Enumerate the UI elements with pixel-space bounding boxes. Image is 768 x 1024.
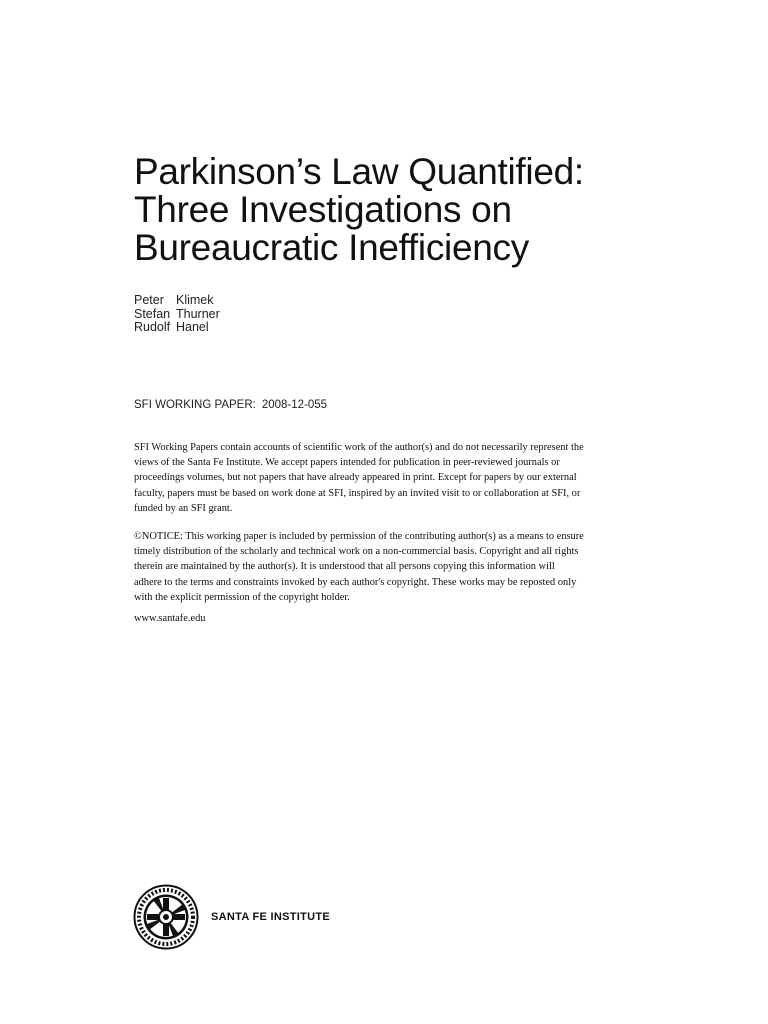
author-last-name: Klimek <box>176 293 214 307</box>
notice-line: timely distribution of the scholarly and technical work on a non-commercial basis. Copyright and all rights <box>134 546 579 558</box>
institute-name: SANTA FE INSTITUTE <box>211 911 331 923</box>
disclaimer-line: faculty, papers must be based on work done at SFI, inspired by an invited visit to or collaboration at SFI, or <box>134 487 581 499</box>
disclaimer-line: proceedings volumes, but not papers that have already appeared in print. Except for papers by our external <box>134 472 577 484</box>
working-paper-id <box>134 398 327 412</box>
author <box>134 321 220 335</box>
santa-fe-institute-seal-icon <box>133 884 199 950</box>
paper-title <box>134 153 694 267</box>
disclaimer-line: funded by an SFI grant. <box>134 502 233 514</box>
title-line: Parkinson’s Law Quantified: <box>134 151 584 192</box>
author <box>134 308 220 322</box>
disclaimer-paragraph <box>134 440 664 516</box>
author-last-name: Hanel <box>176 320 209 334</box>
author-first-name: Rudolf <box>134 320 171 334</box>
author-first-name: Peter <box>134 293 164 307</box>
copyright-notice-paragraph <box>134 529 664 605</box>
title-line: Bureaucratic Inefficiency <box>134 227 529 268</box>
disclaimer-line: views of the Santa Fe Institute. We accept papers intended for publication in peer-reviewed journals or <box>134 457 560 469</box>
notice-line: ©NOTICE: This working paper is included by permission of the contributing author(s) as a means to ensure <box>134 531 584 542</box>
author <box>134 294 220 308</box>
notice-line: with the explicit permission of the copyright holder. <box>134 591 350 603</box>
title-line: Three Investigations on <box>134 189 512 230</box>
author-last-name: Thurner <box>176 306 220 321</box>
notice-line: adhere to the terms and constraints invoked by each author's copyright. These works may be reposted only <box>134 576 577 588</box>
working-paper-number: 2008-12-055 <box>261 399 328 411</box>
notice-line: therein are maintained by the author(s). It is understood that all persons copying this information will <box>134 561 555 573</box>
website-url: www.santafe.edu <box>134 613 206 624</box>
disclaimer-line: SFI Working Papers contain accounts of scientific work of the author(s) and do not necessarily represent the <box>134 442 584 453</box>
author-list <box>134 294 220 335</box>
working-paper-label: SFI WORKING PAPER: <box>134 399 256 411</box>
author-first-name: Stefan <box>134 306 171 321</box>
